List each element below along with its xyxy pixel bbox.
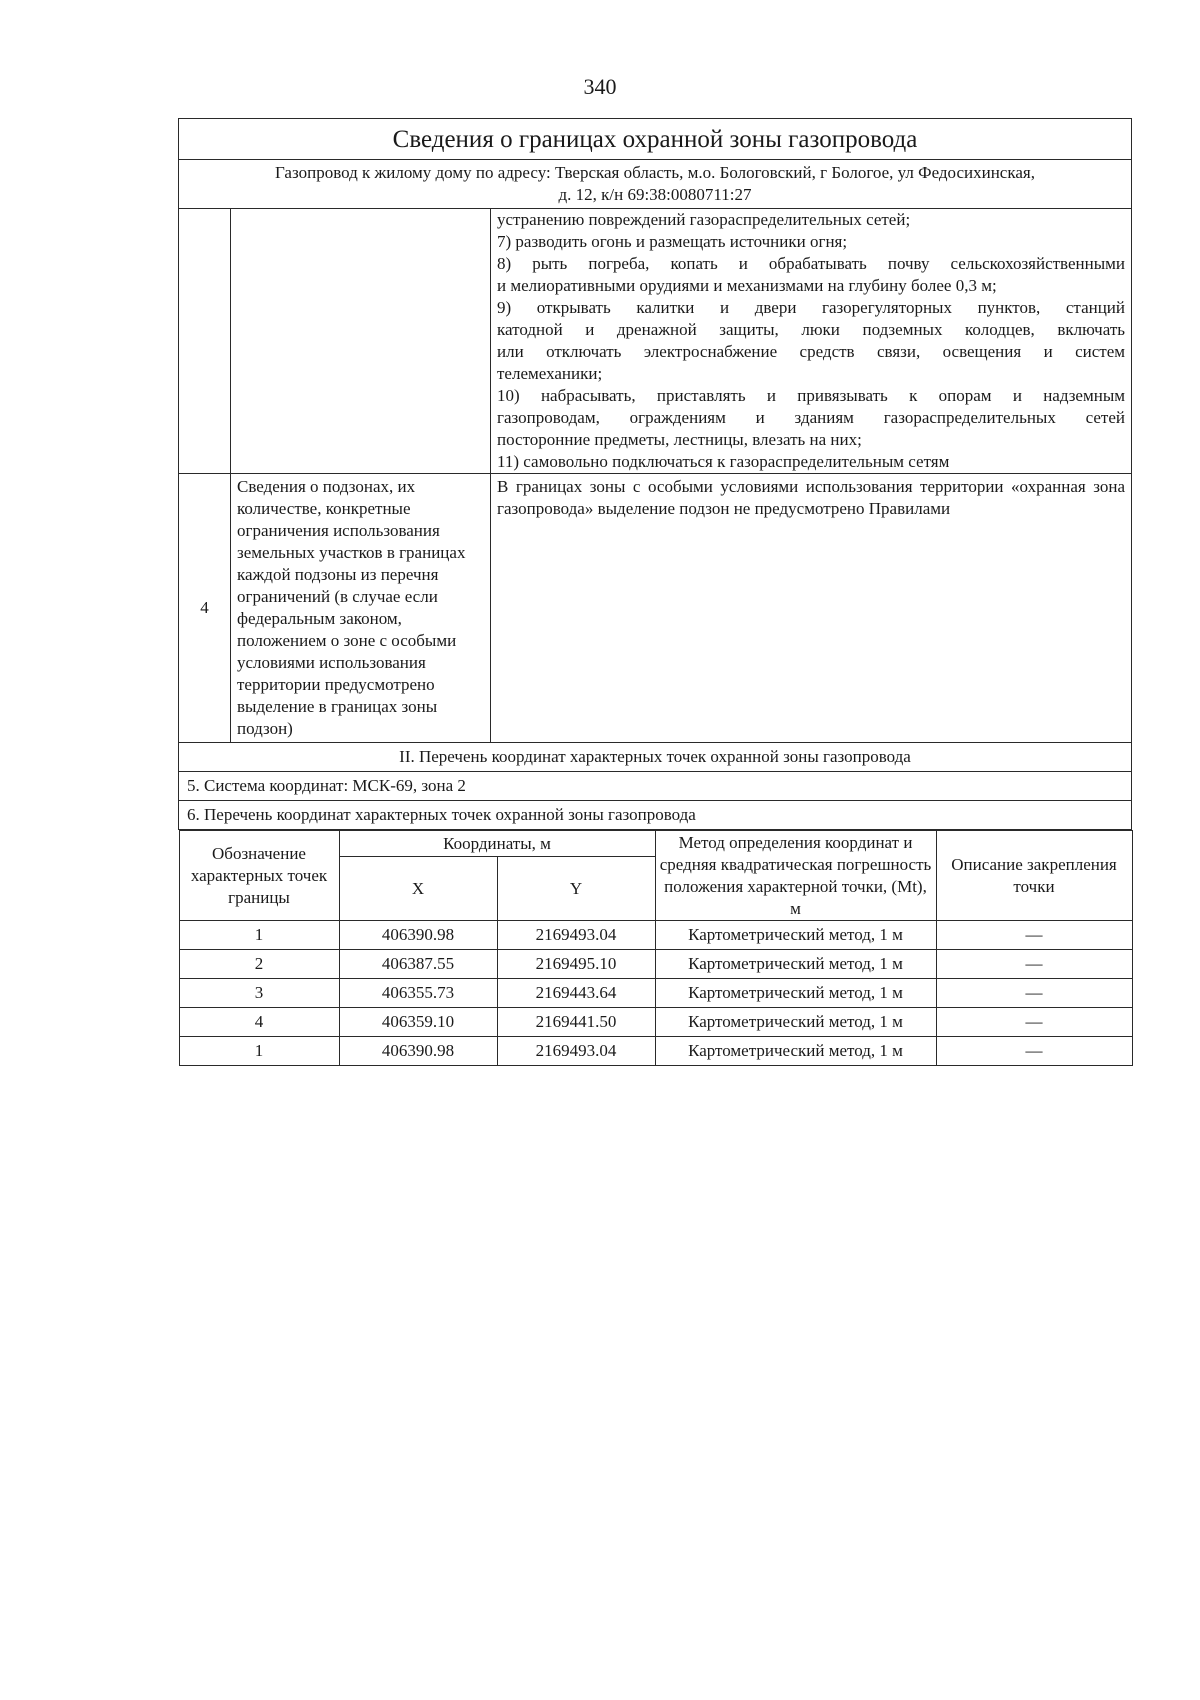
cell-method: Картометрический метод, 1 м xyxy=(655,1008,936,1037)
header-y: Y xyxy=(497,857,655,921)
cell-description: — xyxy=(936,921,1132,950)
cell-y: 2169441.50 xyxy=(497,1008,655,1037)
restriction-line: 11) самовольно подключаться к газораспределительным сетям xyxy=(497,452,950,471)
restriction-line: 8) рыть погреба, копать и обрабатывать почву сельскохозяйственными xyxy=(497,254,1126,273)
cell-x: 406390.98 xyxy=(339,921,497,950)
cell-description: — xyxy=(936,1008,1132,1037)
cell-point: 2 xyxy=(179,950,339,979)
table-row xyxy=(179,921,1132,950)
page-number: 340 xyxy=(583,74,617,99)
restriction-line: телемеханики; xyxy=(497,364,603,383)
cell-point: 1 xyxy=(179,1037,339,1066)
pipeline-address-line-2: д. 12, к/н 69:38:0080711:27 xyxy=(558,185,752,204)
cell-point: 3 xyxy=(179,979,339,1008)
table-row xyxy=(179,979,1132,1008)
pipeline-address xyxy=(179,160,1132,209)
cell-x: 406355.73 xyxy=(339,979,497,1008)
coordinates-table xyxy=(179,830,1133,1066)
subzones-row xyxy=(179,474,1132,743)
cell-y: 2169495.10 xyxy=(497,950,655,979)
subzones-label: Сведения о подзонах, их количестве, конкретные ограничения использования земельных участков в границах каждой подзоны из перечня ограничений (в случае если федеральным законом, положением о зоне с особыми условиями использования территории предусмотрено выделение в границах зоны подзон) xyxy=(231,474,491,743)
restriction-line: и мелиоративными орудиями и механизмами на глубину более 0,3 м; xyxy=(497,276,997,295)
restriction-line: устранению повреждений газораспределительных сетей; xyxy=(497,210,911,229)
restriction-line: катодной и дренажной защиты, люки подземных колодцев, включать xyxy=(497,320,1126,339)
header-x: X xyxy=(339,857,497,921)
header-point: Обозначение характерных точек границы xyxy=(179,831,339,921)
cell-x: 406387.55 xyxy=(339,950,497,979)
cell-description: — xyxy=(936,979,1132,1008)
table-row xyxy=(179,1037,1132,1066)
cell-description: — xyxy=(936,950,1132,979)
restriction-line: посторонние предметы, лестницы, влезать на них; xyxy=(497,430,862,449)
restriction-line: или отключать электроснабжение средств связи, освещения и систем xyxy=(497,342,1126,361)
continued-restrictions-row xyxy=(179,209,1132,474)
row-number: 4 xyxy=(179,474,231,743)
cell-method: Картометрический метод, 1 м xyxy=(655,950,936,979)
restriction-line: 7) разводить огонь и размещать источники огня; xyxy=(497,232,848,251)
cell-method: Картометрический метод, 1 м xyxy=(655,921,936,950)
cell-point: 4 xyxy=(179,1008,339,1037)
cell-x: 406359.10 xyxy=(339,1008,497,1037)
subzones-value: В границах зоны с особыми условиями использования территории «охранная зона газопровода» выделение подзон не предусмотрено Правилами xyxy=(491,474,1132,743)
restriction-line: газопроводам, ограждениям и зданиям газораспределительных сетей xyxy=(497,408,1126,427)
table-row xyxy=(179,950,1132,979)
coordinate-list-title: 6. Перечень координат характерных точек охранной зоны газопровода xyxy=(179,801,1132,830)
header-coordinates: Координаты, м xyxy=(339,831,655,857)
cell-y: 2169493.04 xyxy=(497,1037,655,1066)
table-row xyxy=(179,1008,1132,1037)
zone-info-table xyxy=(178,118,1132,1066)
header-description: Описание закрепления точки xyxy=(936,831,1132,921)
cell-x: 406390.98 xyxy=(339,1037,497,1066)
restriction-line: 10) набрасывать, приставлять и привязывать к опорам и надземным xyxy=(497,386,1126,405)
header-method-text: Метод определения координат и средняя квадратическая погрешность положения характерной точки, (Mt), м xyxy=(659,832,932,918)
table-title: Сведения о границах охранной зоны газопровода xyxy=(179,119,1132,160)
cell-method: Картометрический метод, 1 м xyxy=(655,1037,936,1066)
restriction-line: 9) открывать калитки и двери газорегуляторных пунктов, станций xyxy=(497,298,1126,317)
header-method xyxy=(655,831,936,921)
cell-description: — xyxy=(936,1037,1132,1066)
cell-point: 1 xyxy=(179,921,339,950)
section-2-title: II. Перечень координат характерных точек охранной зоны газопровода xyxy=(179,743,1132,772)
coordinate-system: 5. Система координат: МСК-69, зона 2 xyxy=(179,772,1132,801)
cell-y: 2169443.64 xyxy=(497,979,655,1008)
pipeline-address-line-1: Газопровод к жилому дому по адресу: Тверская область, м.о. Бологовский, г Бологое, ул Федосихинская, xyxy=(275,163,1035,182)
continued-restrictions xyxy=(491,209,1132,474)
cell-method: Картометрический метод, 1 м xyxy=(655,979,936,1008)
cell-y: 2169493.04 xyxy=(497,921,655,950)
